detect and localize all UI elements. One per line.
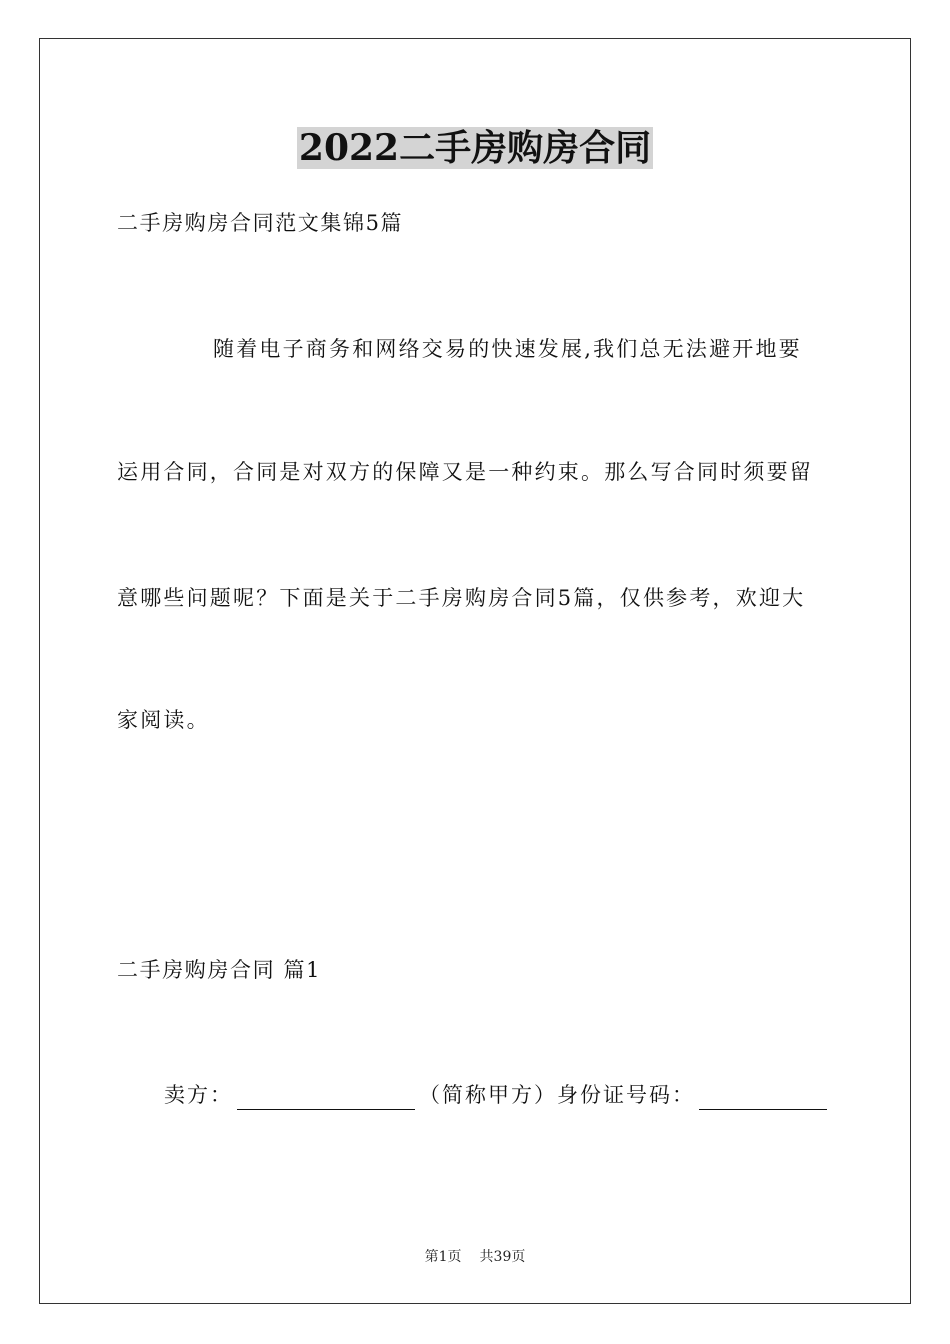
seller-id-blank — [699, 1085, 827, 1110]
seller-name-blank — [237, 1085, 415, 1110]
page-number: 第1页 — [424, 1249, 462, 1265]
intro-line-2: 运用合同，合同是对双方的保障又是一种约束。那么写合同时须要留 — [117, 460, 813, 484]
document-subtitle: 二手房购房合同范文集锦5篇 — [117, 211, 404, 235]
seller-label: 卖方： — [164, 1083, 233, 1107]
intro-line-4: 家阅读。 — [117, 708, 210, 732]
document-title — [0, 126, 950, 170]
intro-line-1: 随着电子商务和网络交易的快速发展,我们总无法避开地要 — [213, 337, 802, 361]
intro-line-3: 意哪些问题呢？下面是关于二手房购房合同5篇，仅供参考，欢迎大 — [117, 586, 806, 610]
page-footer — [0, 1248, 950, 1266]
seller-id-label: （简称甲方）身份证号码： — [419, 1083, 695, 1107]
section-heading: 二手房购房合同 篇1 — [117, 958, 322, 982]
document-title-text: 2022二手房购房合同 — [298, 127, 652, 169]
page-total: 共39页 — [479, 1249, 526, 1265]
seller-line — [164, 1080, 836, 1110]
